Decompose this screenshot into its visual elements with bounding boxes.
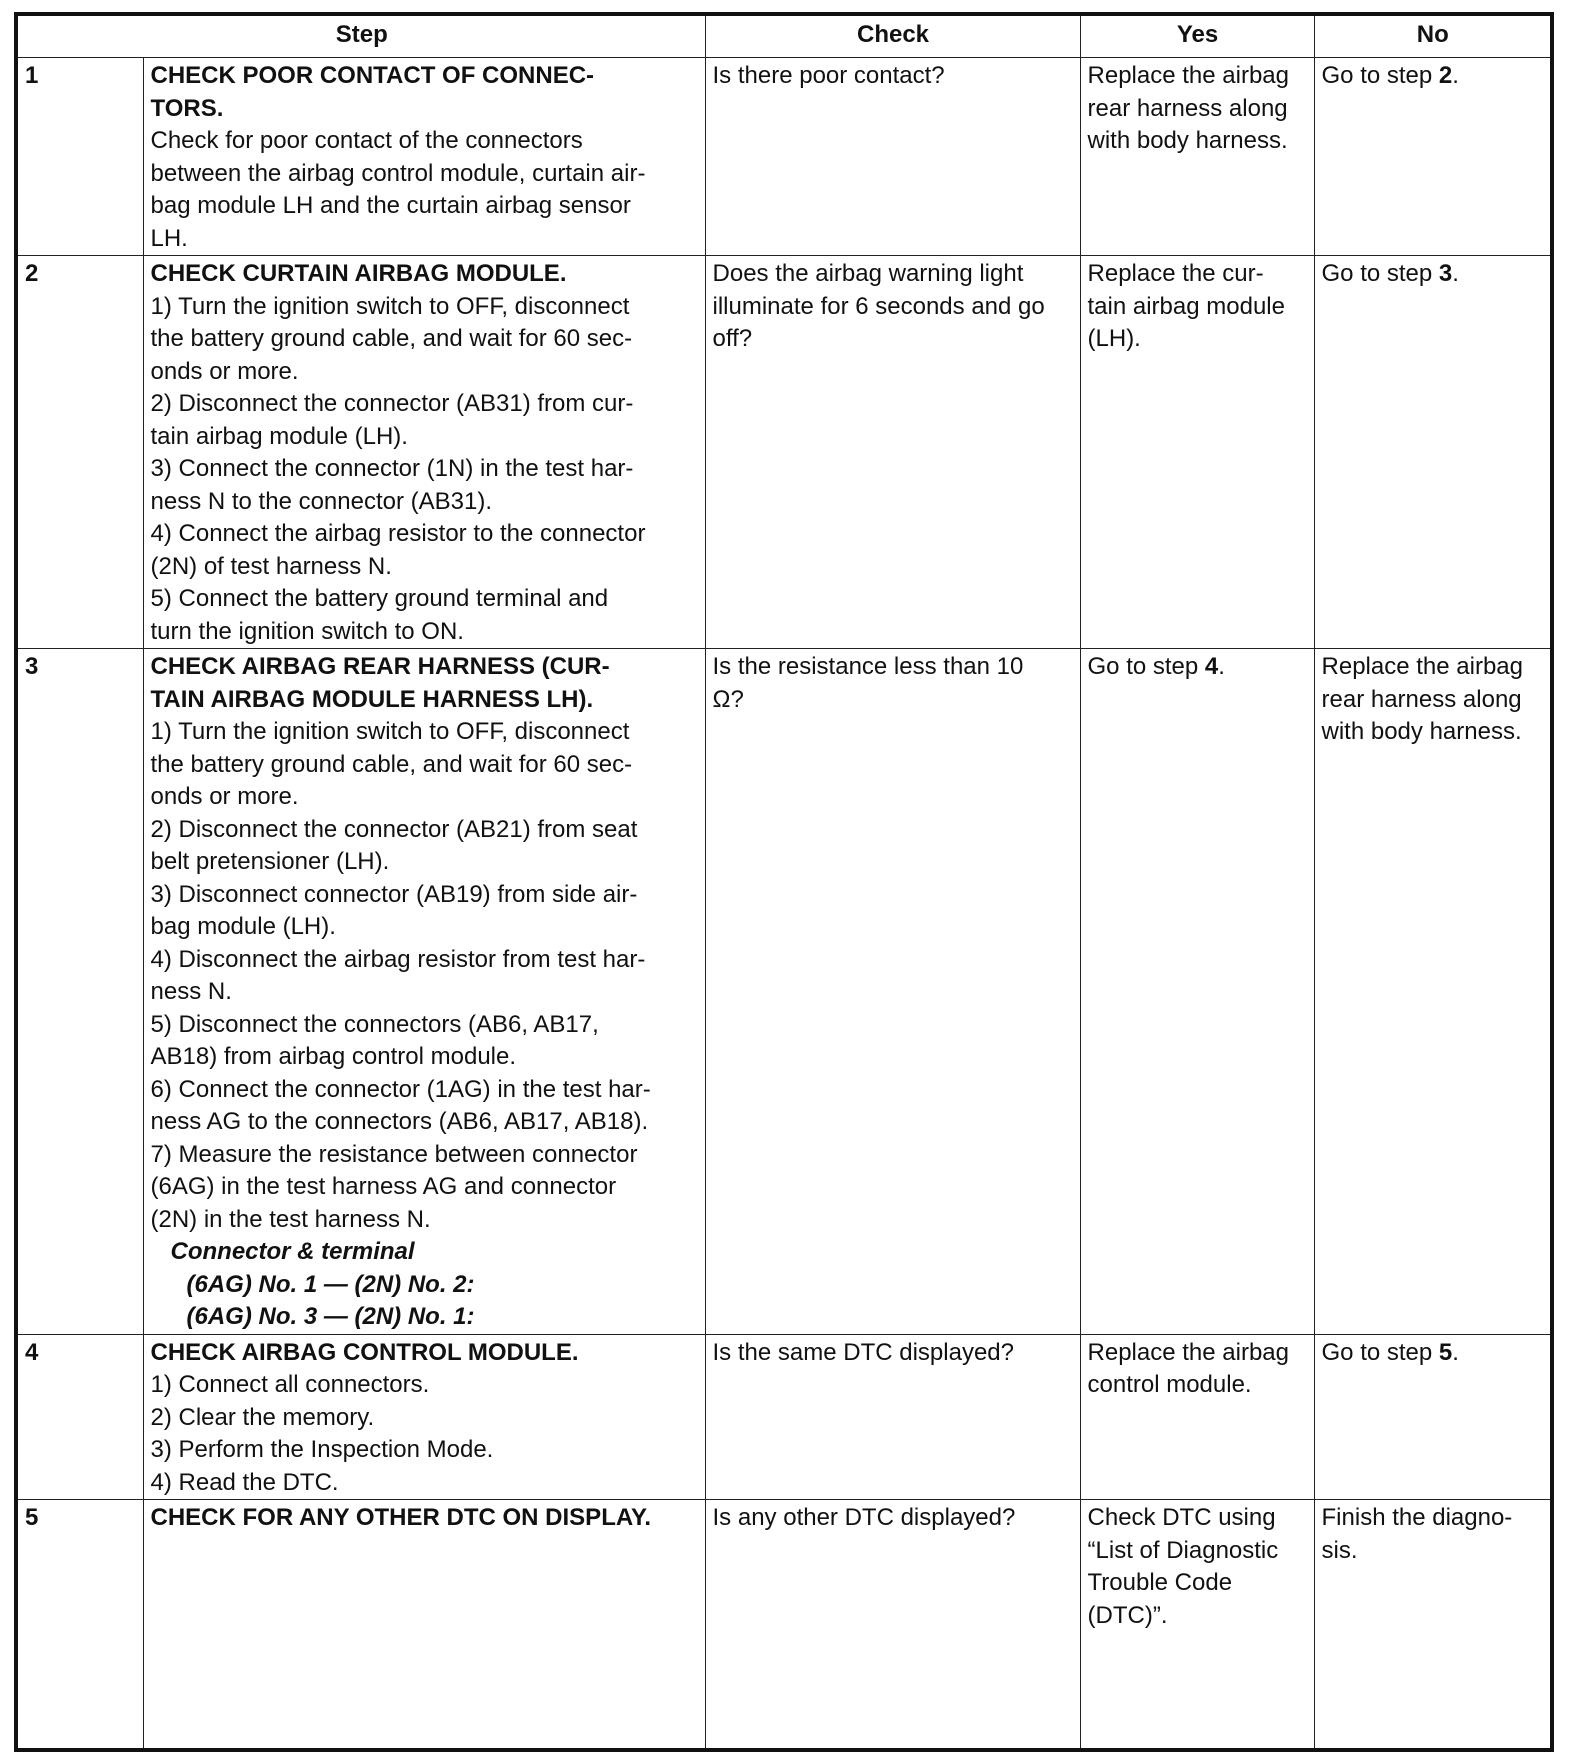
- step-number: 3: [16, 649, 143, 1335]
- column-header-check: Check: [705, 14, 1080, 58]
- no-cell: [1314, 256, 1552, 649]
- yes-text: with body harness.: [1087, 127, 1288, 154]
- spec-item: (6AG) No. 3 — (2N) No. 1:: [186, 1303, 475, 1330]
- check-text: Does the airbag warning light: [712, 260, 1024, 287]
- step-number: 4: [16, 1334, 143, 1500]
- check-text: Is the same DTC displayed?: [712, 1338, 1014, 1366]
- procedure-line: (6AG) in the test harness AG and connector: [150, 1173, 617, 1200]
- check-text: off?: [712, 325, 753, 352]
- step-title: CHECK FOR ANY OTHER DTC ON DISPLAY.: [150, 1504, 651, 1531]
- check-cell: [705, 1334, 1080, 1500]
- column-header-no: No: [1314, 14, 1552, 58]
- procedure-line: 1) Turn the ignition switch to OFF, disconnect: [150, 718, 630, 745]
- step-procedure: [143, 1334, 705, 1500]
- yes-text: Check DTC using: [1087, 1504, 1276, 1531]
- column-header-step: Step: [16, 14, 705, 58]
- step-title: CHECK CURTAIN AIRBAG MODULE.: [150, 260, 567, 287]
- step-number-ref: 5: [1438, 1338, 1453, 1366]
- procedure-line: 2) Clear the memory.: [150, 1403, 375, 1431]
- check-cell: [705, 58, 1080, 256]
- check-cell: [705, 256, 1080, 649]
- check-text: Is any other DTC displayed?: [712, 1504, 1016, 1531]
- procedure-line: 5) Connect the battery ground terminal and: [150, 585, 609, 612]
- step-procedure: [143, 649, 705, 1335]
- procedure-line: tain airbag module (LH).: [150, 422, 408, 450]
- check-cell: [705, 649, 1080, 1335]
- no-text: Go to step 5.: [1321, 1338, 1459, 1366]
- no-text: Finish the diagno-: [1321, 1504, 1513, 1531]
- step-title: TAIN AIRBAG MODULE HARNESS LH).: [150, 685, 594, 713]
- yes-cell: [1080, 58, 1314, 256]
- check-text: Ω?: [712, 685, 744, 713]
- yes-text: “List of Diagnostic: [1087, 1536, 1279, 1564]
- yes-text: Replace the airbag: [1087, 1338, 1289, 1366]
- procedure-line: (2N) in the test harness N.: [150, 1205, 431, 1233]
- yes-cell: [1080, 1500, 1314, 1750]
- procedure-line: 4) Disconnect the airbag resistor from test har-: [150, 945, 646, 973]
- procedure-line: between the airbag control module, curtain air-: [150, 159, 646, 187]
- procedure-line: 4) Connect the airbag resistor to the connector: [150, 520, 646, 547]
- check-cell: [705, 1500, 1080, 1750]
- step-title: TORS.: [150, 94, 224, 122]
- diagnostic-procedure-sheet: [14, 12, 1550, 1752]
- check-text: Is there poor contact?: [712, 62, 945, 89]
- table-body: [16, 58, 1552, 1750]
- procedure-line: 2) Disconnect the connector (AB21) from seat: [150, 815, 638, 843]
- procedure-line: 5) Disconnect the connectors (AB6, AB17,: [150, 1010, 599, 1038]
- check-text: Is the resistance less than 10: [712, 653, 1024, 680]
- procedure-line: 4) Read the DTC.: [150, 1468, 339, 1496]
- check-text: illuminate for 6 seconds and go: [712, 292, 1045, 320]
- procedure-line: 3) Perform the Inspection Mode.: [150, 1436, 494, 1463]
- table-row: [16, 649, 1552, 1335]
- spec-heading: Connector & terminal: [170, 1238, 415, 1265]
- procedure-line: 1) Turn the ignition switch to OFF, disconnect: [150, 292, 630, 320]
- yes-text: (LH).: [1087, 325, 1141, 352]
- table-row: [16, 256, 1552, 649]
- step-procedure: [143, 1500, 705, 1750]
- procedure-line: onds or more.: [150, 357, 299, 385]
- table-header-row: [16, 14, 1552, 58]
- no-cell: [1314, 649, 1552, 1335]
- procedure-line: onds or more.: [150, 783, 299, 810]
- step-number: 1: [16, 58, 143, 256]
- procedure-line: 2) Disconnect the connector (AB31) from cur-: [150, 390, 634, 417]
- step-number-ref: 4: [1204, 653, 1219, 680]
- procedure-line: 3) Connect the connector (1N) in the test har-: [150, 455, 634, 482]
- procedure-line: LH.: [150, 224, 188, 252]
- column-header-yes: Yes: [1080, 14, 1314, 58]
- step-title: CHECK AIRBAG CONTROL MODULE.: [150, 1338, 579, 1366]
- spec-item: (6AG) No. 1 — (2N) No. 2:: [186, 1270, 475, 1298]
- step-number-ref: 2: [1438, 62, 1453, 89]
- procedure-line: the battery ground cable, and wait for 60 sec-: [150, 325, 633, 352]
- no-text: with body harness.: [1321, 718, 1522, 745]
- no-text: Go to step 2.: [1321, 62, 1459, 89]
- procedure-line: ness N to the connector (AB31).: [150, 487, 493, 515]
- yes-text: tain airbag module: [1087, 292, 1285, 320]
- step-number: 5: [16, 1500, 143, 1750]
- yes-cell: [1080, 1334, 1314, 1500]
- procedure-line: (2N) of test harness N.: [150, 552, 392, 580]
- yes-text: control module.: [1087, 1371, 1252, 1398]
- no-text: sis.: [1321, 1536, 1358, 1564]
- yes-text: Replace the cur-: [1087, 260, 1264, 287]
- step-number-ref: 3: [1438, 260, 1453, 287]
- step-procedure: [143, 58, 705, 256]
- yes-text: rear harness along: [1087, 94, 1288, 122]
- table-row: [16, 58, 1552, 256]
- yes-text: Replace the airbag: [1087, 62, 1289, 89]
- procedure-line: bag module LH and the curtain airbag sensor: [150, 192, 631, 219]
- procedure-line: the battery ground cable, and wait for 60 sec-: [150, 750, 633, 778]
- procedure-line: 3) Disconnect connector (AB19) from side air-: [150, 880, 638, 908]
- yes-cell: [1080, 649, 1314, 1335]
- procedure-line: bag module (LH).: [150, 913, 336, 940]
- no-cell: [1314, 1334, 1552, 1500]
- no-text: rear harness along: [1321, 685, 1522, 713]
- table-row: [16, 1334, 1552, 1500]
- procedure-line: 1) Connect all connectors.: [150, 1371, 430, 1398]
- diagnostic-table: [14, 12, 1554, 1752]
- no-text: Go to step 3.: [1321, 260, 1459, 287]
- step-title: CHECK POOR CONTACT OF CONNEC-: [150, 62, 595, 89]
- step-title: CHECK AIRBAG REAR HARNESS (CUR-: [150, 653, 610, 680]
- procedure-line: belt pretensioner (LH).: [150, 848, 390, 875]
- procedure-line: ness AG to the connectors (AB6, AB17, AB18).: [150, 1108, 649, 1135]
- yes-text: Go to step 4.: [1087, 653, 1225, 680]
- yes-text: Trouble Code: [1087, 1569, 1233, 1596]
- procedure-line: 7) Measure the resistance between connector: [150, 1140, 638, 1168]
- no-cell: [1314, 1500, 1552, 1750]
- procedure-line: ness N.: [150, 978, 232, 1005]
- yes-cell: [1080, 256, 1314, 649]
- procedure-line: turn the ignition switch to ON.: [150, 617, 464, 645]
- no-cell: [1314, 58, 1552, 256]
- table-row: [16, 1500, 1552, 1750]
- step-procedure: [143, 256, 705, 649]
- procedure-line: AB18) from airbag control module.: [150, 1043, 517, 1070]
- step-number: 2: [16, 256, 143, 649]
- procedure-line: Check for poor contact of the connectors: [150, 127, 583, 154]
- no-text: Replace the airbag: [1321, 653, 1523, 680]
- procedure-line: 6) Connect the connector (1AG) in the test har-: [150, 1075, 651, 1103]
- yes-text: (DTC)”.: [1087, 1601, 1168, 1629]
